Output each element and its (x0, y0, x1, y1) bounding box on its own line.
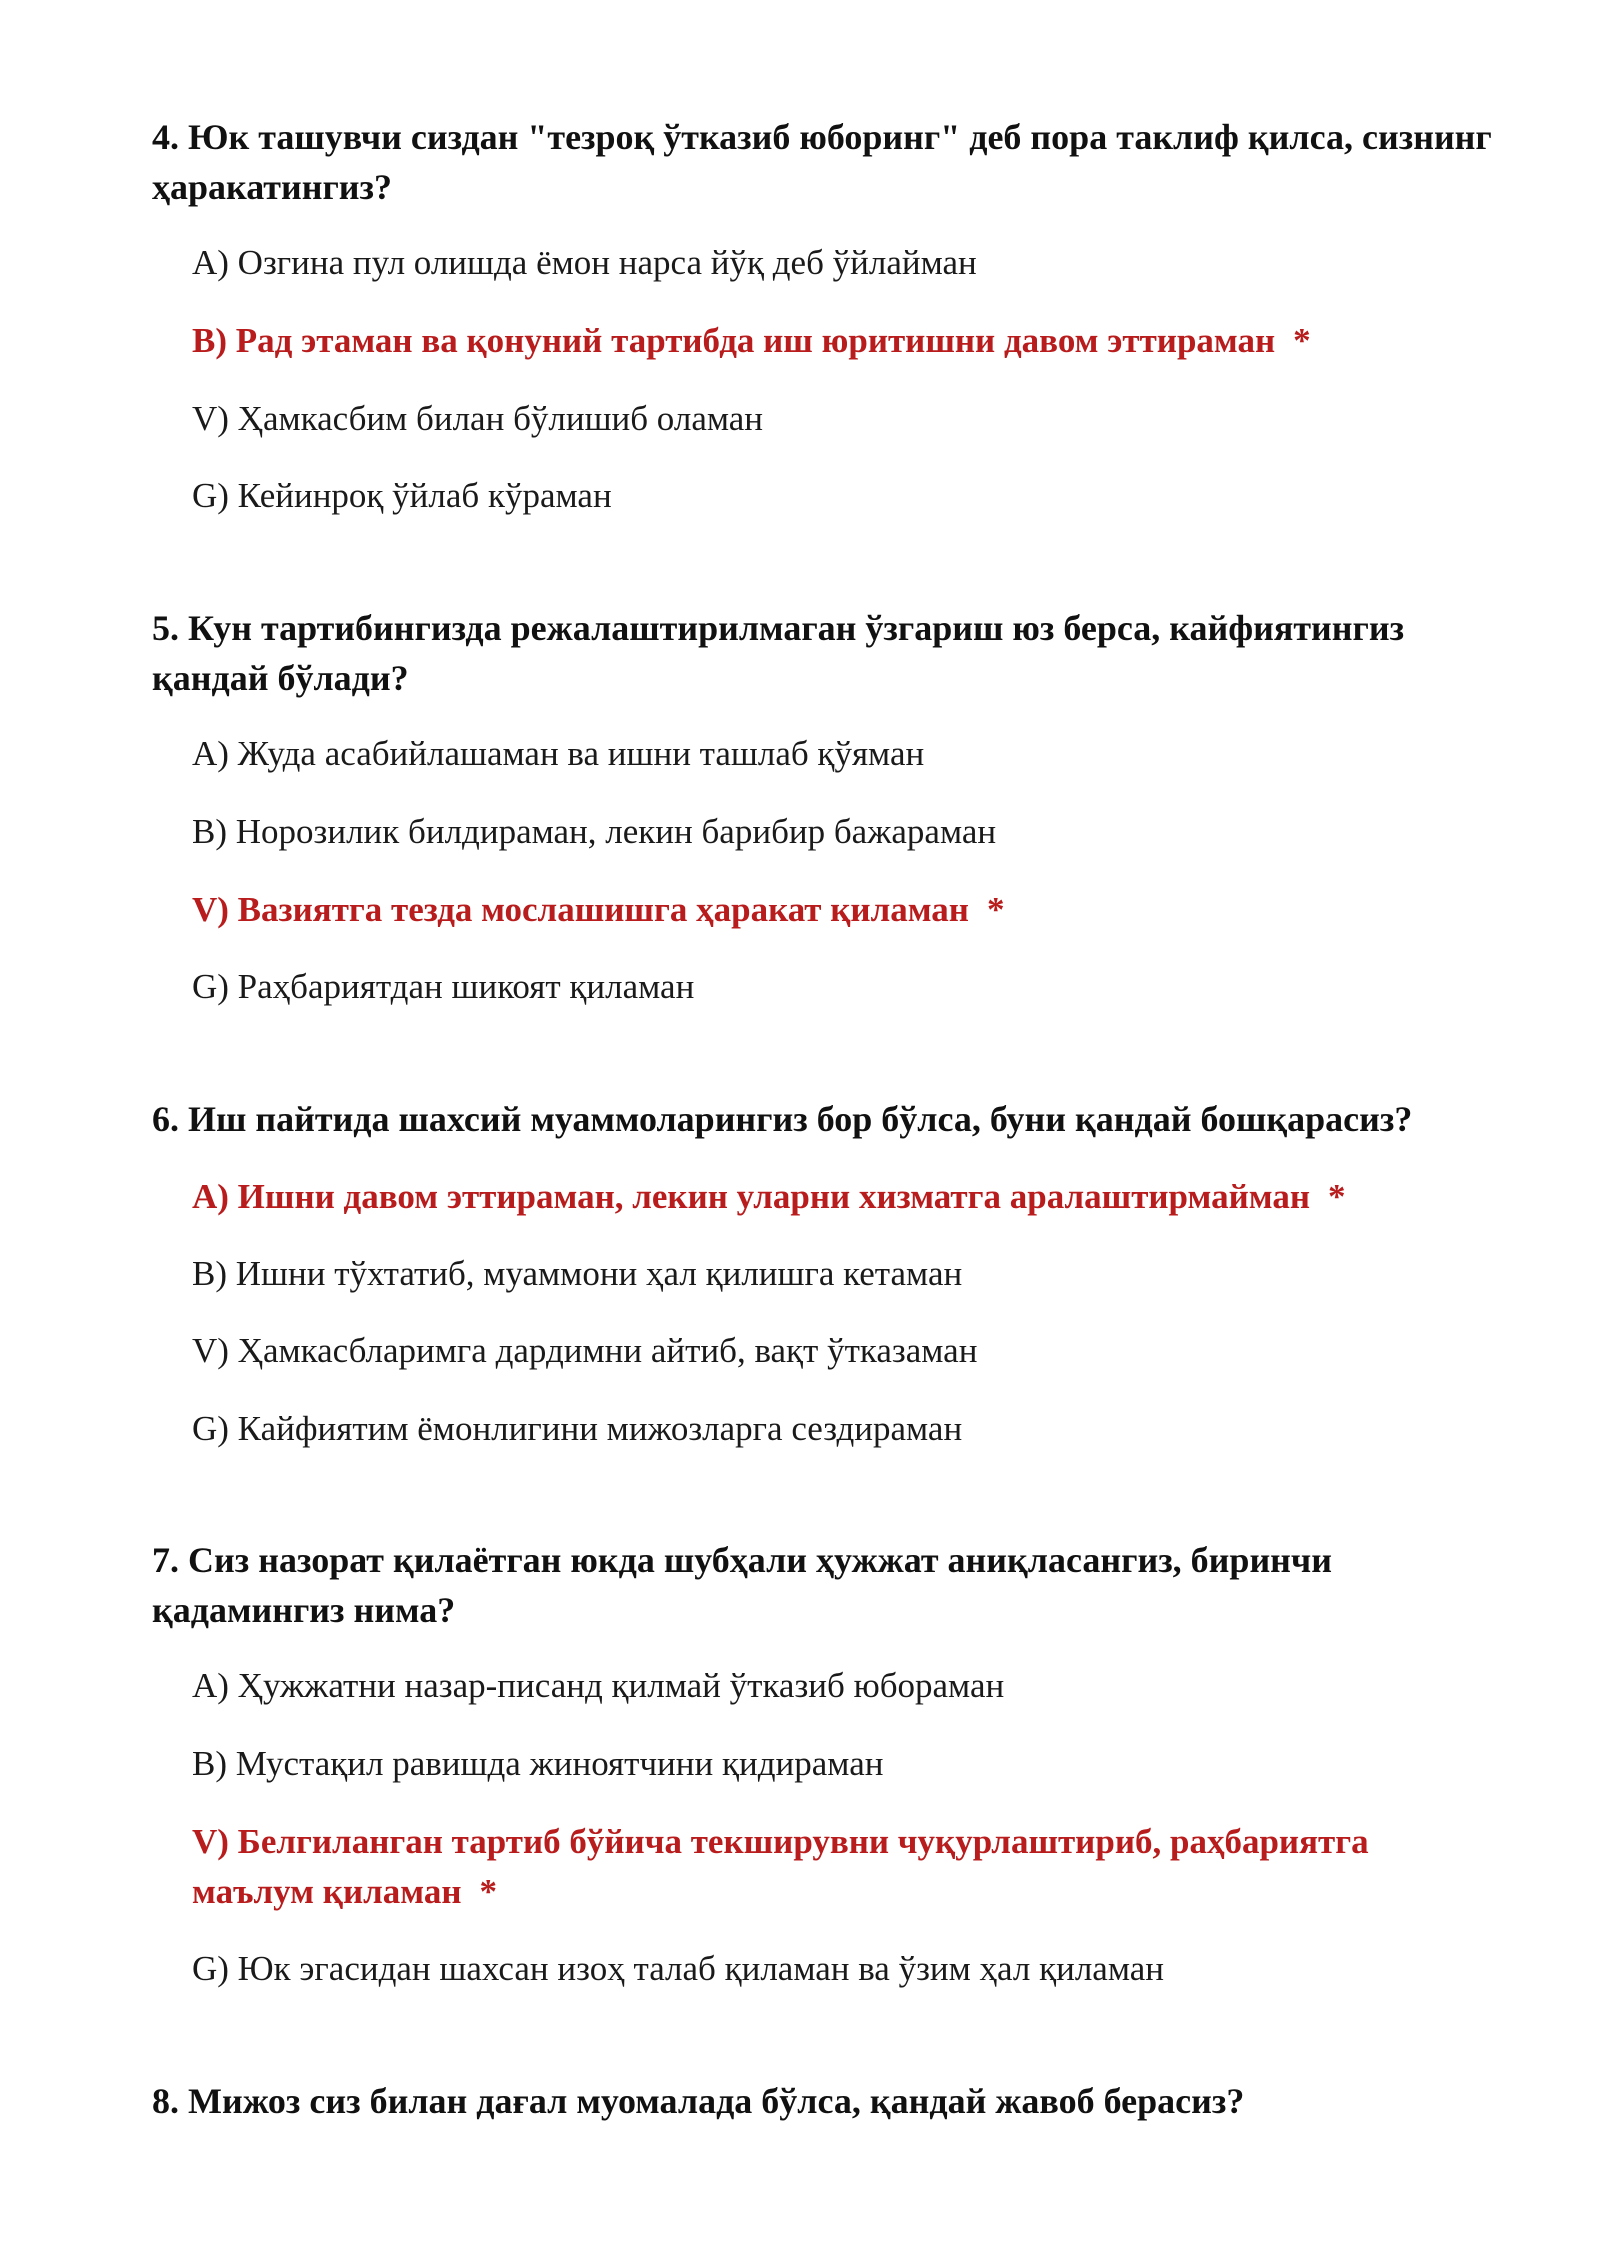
question-7-option-g: G) Юк эгасидан шахсан изоҳ талаб қиламан ва ўзим ҳал қиламан (192, 1949, 1165, 1988)
question-8: 8. Мижоз сиз билан дағал муомалада бўлса, қандай жавоб берасиз? (152, 2081, 1245, 2121)
question-6-option-v: V) Ҳамкасбларимга дардимни айтиб, вақт ўтказаман (192, 1331, 978, 1370)
option-text: V) Белгиланган тартиб бўйича текширувни чуқурлаштириб, раҳбариятга маълум қиламан (192, 1822, 1369, 1911)
correct-answer-marker: * (1328, 1177, 1346, 1216)
question-4: 4. Юк ташувчи сиздан "тезроқ ўтказиб юборинг" деб пора таклиф қилса, сизнинг ҳаракатингиз? (152, 117, 1492, 207)
option-text: V) Вазиятга тезда мослашишга ҳаракат қиламан (192, 890, 969, 929)
question-7-option-v (192, 1817, 1492, 1917)
correct-answer-marker: * (1293, 321, 1311, 360)
correct-answer-marker: * (986, 890, 1005, 929)
question-6-option-b: B) Ишни тўхтатиб, муаммони ҳал қилишга кетаман (192, 1254, 963, 1293)
question-4-option-g: G) Кейинроқ ўйлаб кўраман (192, 476, 612, 515)
question-5-option-g: G) Раҳбариятдан шикоят қиламан (192, 967, 695, 1006)
option-text: A) Ишни давом эттираман, лекин уларни хизматга аралаштирмайман (192, 1177, 1311, 1216)
question-5-option-b: B) Норозилик билдираман, лекин барибир бажараман (192, 812, 997, 851)
question-7-option-b: B) Мустақил равишда жиноятчини қидираман (192, 1744, 884, 1783)
question-4-option-a: A) Озгина пул олишда ёмон нарса йўқ деб ўйлайман (192, 243, 977, 282)
question-5: 5. Кун тартибингизда режалаштирилмаган ўзгариш юз берса, кайфиятингиз қандай бўлади? (152, 608, 1405, 698)
question-5-option-v (192, 885, 1492, 935)
question-6-option-g: G) Кайфиятим ёмонлигини мижозларга сездираман (192, 1409, 963, 1448)
question-5-option-a: A) Жуда асабийлашаман ва ишни ташлаб қўяман (192, 734, 925, 773)
option-text: B) Рад этаман ва қонуний тартибда иш юритишни давом эттираман (192, 321, 1276, 360)
question-6-option-a (192, 1172, 1492, 1222)
question-7: 7. Сиз назорат қилаётган юкда шубҳали ҳужжат аниқласангиз, биринчи қадамингиз нима? (152, 1540, 1332, 1630)
question-6: 6. Иш пайтида шахсий муаммоларингиз бор бўлса, буни қандай бошқарасиз? (152, 1099, 1413, 1139)
correct-answer-marker: * (479, 1872, 498, 1911)
question-7-option-a: A) Ҳужжатни назар-писанд қилмай ўтказиб юбораман (192, 1666, 1005, 1705)
question-4-option-v: V) Ҳамкасбим билан бўлишиб оламан (192, 399, 764, 438)
question-4-option-b (192, 316, 1492, 366)
